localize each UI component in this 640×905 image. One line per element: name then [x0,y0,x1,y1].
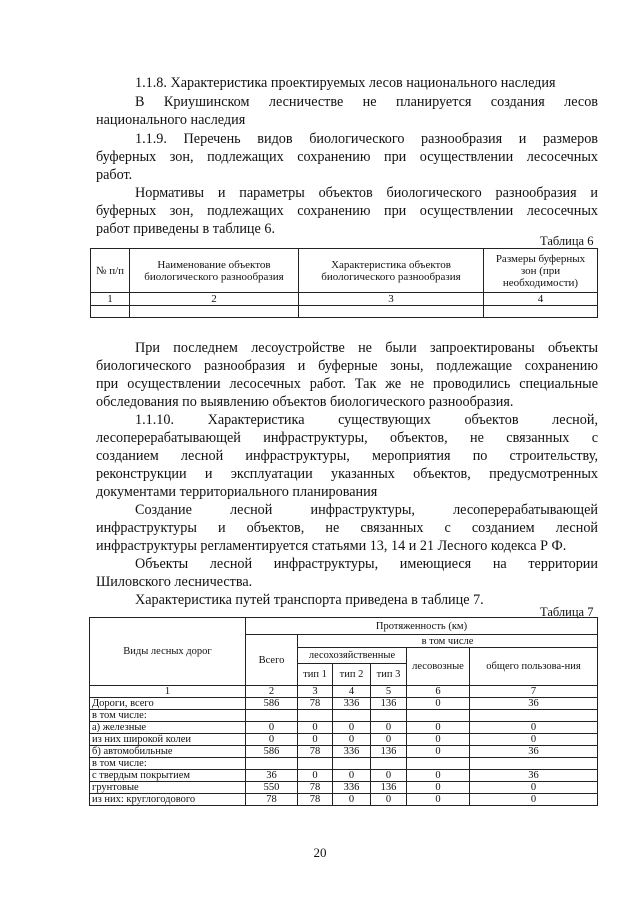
table-header-cell: лесохозяйственные [298,648,407,664]
table-header-cell: № п/п [91,249,130,293]
row-label: Дороги, всего [90,698,246,710]
table-cell: 0 [407,782,470,794]
table-cell: 0 [333,794,371,806]
table-cell [470,758,598,770]
table-number-cell: 4 [484,293,598,306]
table-cell: 78 [246,794,298,806]
body-text: национального наследия [96,112,246,128]
table-header-cell: Протяженность (км) [246,618,598,635]
row-label: грунтовые [90,782,246,794]
table-cell [470,710,598,722]
table-cell: 336 [333,698,371,710]
table-cell: 336 [333,782,371,794]
table-header-cell: тип 3 [371,664,407,686]
table-cell: 0 [470,722,598,734]
table-cell: 0 [371,722,407,734]
table-cell: 36 [246,770,298,782]
body-text: В Криушинском лесничестве не планируется создания лесов [135,94,598,110]
table-cell [371,710,407,722]
table-cell [333,758,371,770]
table-row [90,698,598,710]
table-cell: 0 [407,722,470,734]
table-number-cell: 2 [246,686,298,698]
row-label: в том числе: [90,710,246,722]
table-row [90,722,598,734]
section-heading-1-1-10: 1.1.10. Характеристика существующих объектов лесной, [135,412,598,428]
table-6 [90,248,598,318]
body-text: инфраструктуры и объектов, не связанных с созданием лесной [96,520,598,536]
table-cell: 0 [470,794,598,806]
table-number-cell: 3 [298,686,333,698]
table-header-cell: лесовозные [407,648,470,686]
table-cell: 0 [470,734,598,746]
row-label: а) железные [90,722,246,734]
table-cell: 78 [298,698,333,710]
body-text: документами территориального планирования [96,484,378,500]
table-cell: 550 [246,782,298,794]
table-number-cell: 6 [407,686,470,698]
table-number-cell: 5 [371,686,407,698]
table-cell [298,710,333,722]
table-number-cell: 2 [130,293,299,306]
row-label: из них широкой колеи [90,734,246,746]
body-text: Объекты лесной инфраструктуры, имеющиеся на территории [135,556,598,572]
table-number-cell: 4 [333,686,371,698]
table-row [90,794,598,806]
body-text: инфраструктуры регламентируется статьями 13, 14 и 21 Лесного кодекса Р Ф. [96,538,567,554]
body-text: работ приведены в таблице 6. [96,221,275,237]
table-number-cell: 3 [299,293,484,306]
table-number-cell: 7 [470,686,598,698]
row-label: из них: круглогодового [90,794,246,806]
table-cell: 0 [470,782,598,794]
table-cell: 336 [333,746,371,758]
table-cell: 0 [333,722,371,734]
table-cell: 0 [333,770,371,782]
table-header-cell: Наименование объектов биологического разнообразия [130,249,299,293]
table-header-cell: тип 2 [333,664,371,686]
table-cell [407,710,470,722]
table-7 [89,617,598,806]
table-7-caption: Таблица 7 [540,605,594,619]
body-text: лесоперерабатывающей инфраструктуры, объектов, не связанных с [96,430,598,446]
row-label: с твердым покрытием [90,770,246,782]
table-row [90,782,598,794]
table-row [90,758,598,770]
row-label: б) автомобильные [90,746,246,758]
table-cell: 0 [407,734,470,746]
table-cell: 78 [298,746,333,758]
table-cell [130,306,299,318]
table-cell: 136 [371,782,407,794]
table-row [90,746,598,758]
table-cell: 36 [470,698,598,710]
body-text: работ. [96,167,133,183]
table-cell: 0 [407,794,470,806]
body-text: при осуществлении лесосечных работ. Так же не проводились специальные [96,376,598,392]
table-cell: 36 [470,746,598,758]
table-cell: 36 [470,770,598,782]
table-header-cell: Всего [246,635,298,686]
table-cell: 0 [246,722,298,734]
table-header-cell: тип 1 [298,664,333,686]
table-cell: 78 [298,794,333,806]
body-text: Нормативы и параметры объектов биологического разнообразия и [135,185,598,201]
table-cell [299,306,484,318]
page-number: 20 [313,845,327,860]
table-cell: 0 [298,770,333,782]
body-text: буферных зон, подлежащих сохранению при осуществлении лесосечных [96,149,598,165]
section-heading-1-1-9: 1.1.9. Перечень видов биологического разнообразия и размеров [135,131,598,147]
table-row [90,770,598,782]
table-cell [246,710,298,722]
table-cell [91,306,130,318]
table-cell: 0 [333,734,371,746]
table-row [90,734,598,746]
row-label: в том числе: [90,758,246,770]
body-text: созданием лесной инфраструктуры, мероприятия по строительству, [96,448,598,464]
table-cell: 0 [407,770,470,782]
table-header-cell: в том числе [298,635,598,648]
table-cell: 586 [246,746,298,758]
table-row [90,710,598,722]
table-cell [246,758,298,770]
body-text: буферных зон, подлежащих сохранению при осуществлении лесосечных [96,203,598,219]
table-header-cell: Виды лесных дорог [90,618,246,686]
table-cell [407,758,470,770]
table-header-cell: общего пользова-ния [470,648,598,686]
table-6-caption: Таблица 6 [540,234,594,248]
table-cell: 0 [407,746,470,758]
table-cell: 0 [371,794,407,806]
table-header-cell: Характеристика объектов биологического разнообразия [299,249,484,293]
table-cell: 0 [371,734,407,746]
table-cell [298,758,333,770]
table-cell: 0 [407,698,470,710]
table-number-cell: 1 [90,686,246,698]
table-header-cell: Размеры буферных зон (при необходимости) [484,249,598,293]
table-cell: 0 [298,734,333,746]
body-text: биологического разнообразия и буферные зоны, подлежащие сохранению [96,358,598,374]
body-text: При последнем лесоустройстве не были запроектированы объекты [135,340,598,356]
section-heading-1-1-8: 1.1.8. Характеристика проектируемых лесов национального наследия [135,75,556,91]
table-cell: 0 [298,722,333,734]
table-cell: 0 [246,734,298,746]
table-cell: 586 [246,698,298,710]
table-cell: 136 [371,746,407,758]
table-cell [333,710,371,722]
table-cell: 78 [298,782,333,794]
body-text: Создание лесной инфраструктуры, лесоперерабатывающей [135,502,598,518]
body-text: реконструкции и эксплуатации указанных объектов, предусмотренных [96,466,598,482]
table-cell: 0 [371,770,407,782]
body-text: Характеристика путей транспорта приведена в таблице 7. [135,592,484,608]
table-cell [371,758,407,770]
table-number-cell: 1 [91,293,130,306]
body-text: обследования по выявлению объектов биологического разнообразия. [96,394,514,410]
table-cell [484,306,598,318]
table-cell: 136 [371,698,407,710]
body-text: Шиловского лесничества. [96,574,253,590]
